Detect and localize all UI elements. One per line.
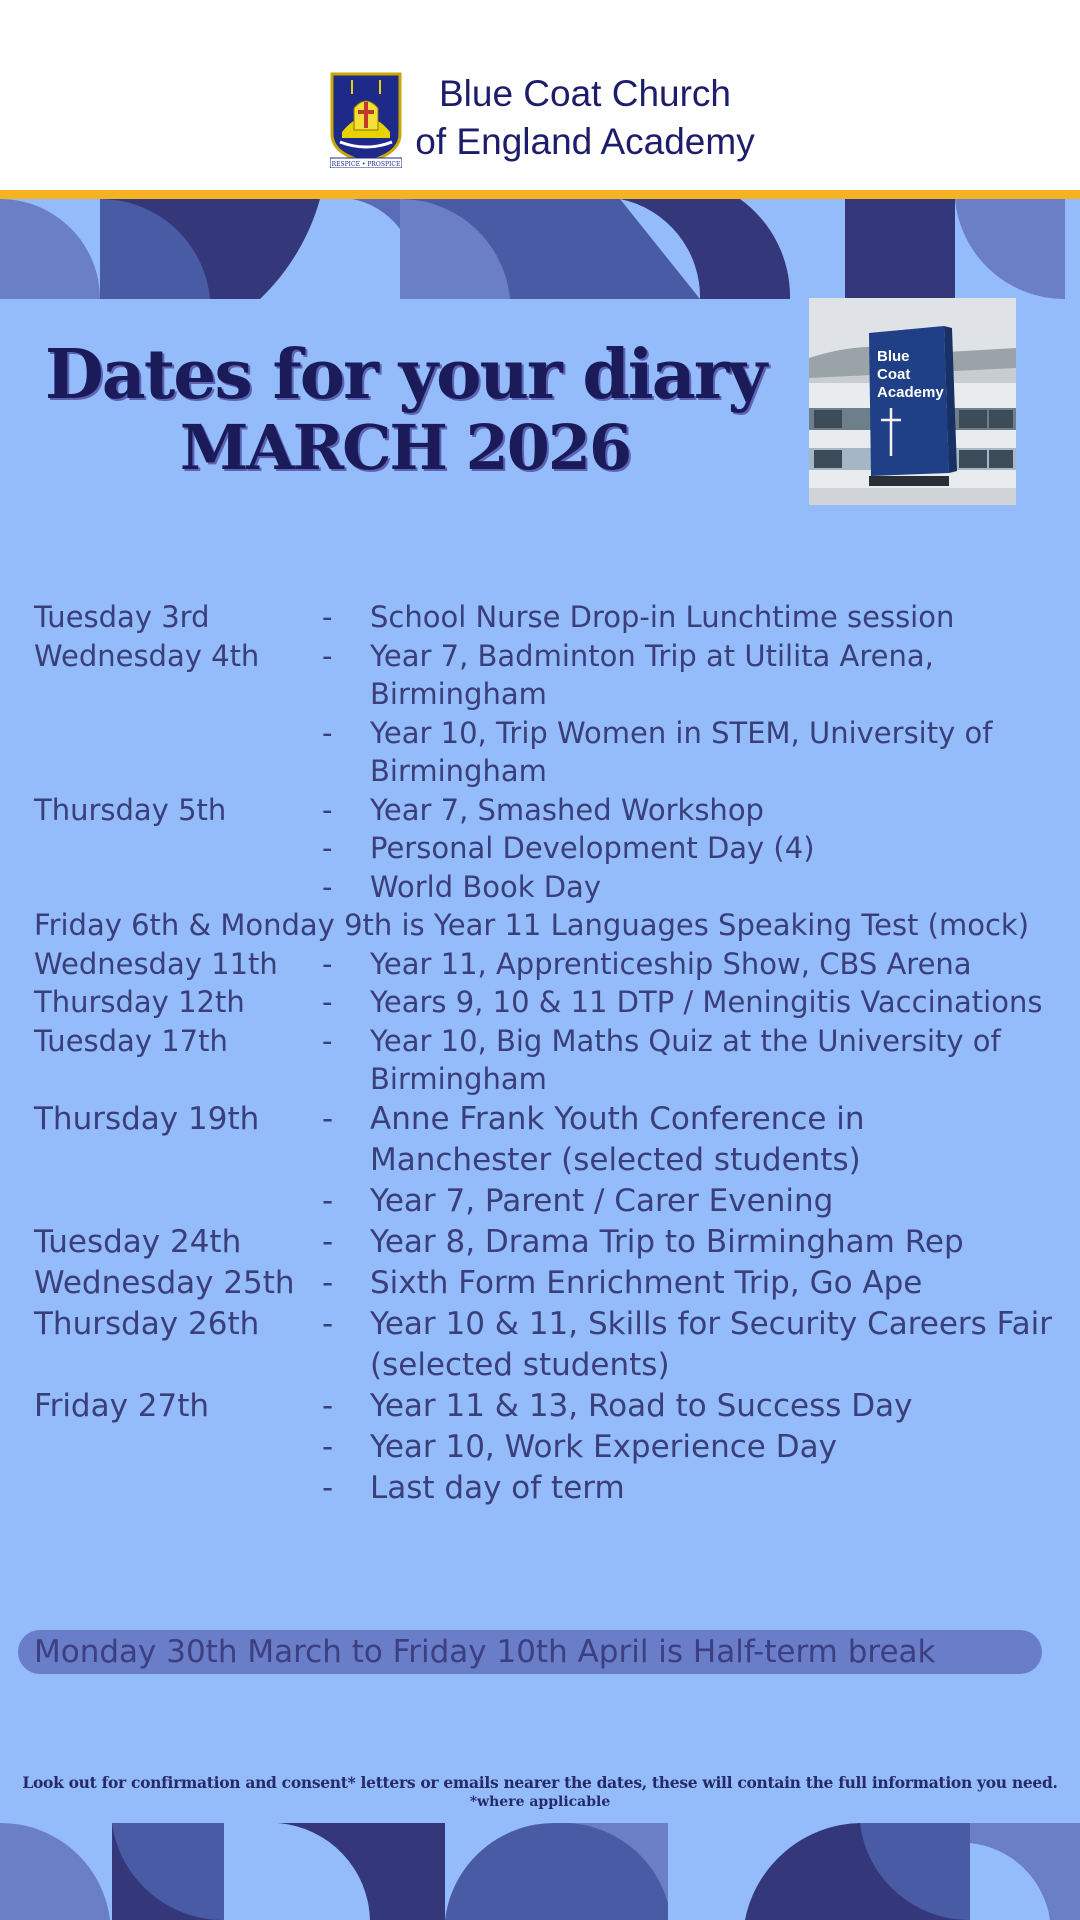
event-day: Wednesday 4th [34, 638, 260, 673]
event-text: School Nurse Drop-in Lunchtime session [370, 600, 955, 634]
crest-motto: RESPICE • PROSPICE [331, 161, 401, 168]
event-dash: - [322, 792, 333, 827]
event-dash: - [322, 1182, 334, 1219]
event-text: Year 10 & 11, Skills for Security Careers Fair (selected students) [370, 1305, 1053, 1383]
school-name-line1: Blue Coat Church [438, 73, 732, 114]
event-row [34, 791, 1054, 830]
event-row [34, 1386, 1054, 1427]
event-row [34, 714, 1054, 791]
event-day: Wednesday 11th [34, 946, 278, 981]
event-day: Thursday 19th [34, 1100, 260, 1137]
event-day: Thursday 12th [34, 985, 245, 1019]
decorative-shapes-bottom [0, 1823, 1080, 1920]
event-day [34, 714, 322, 791]
events-list [34, 598, 1054, 1509]
event-text: Year 10, Work Experience Day [370, 1428, 837, 1465]
event-dash: - [322, 831, 333, 865]
event-day: Thursday 26th [34, 1305, 260, 1342]
event-dash: - [322, 1100, 334, 1137]
event-dash: - [322, 1264, 334, 1301]
event-row [34, 637, 1054, 714]
school-name [410, 70, 760, 166]
event-day: Tuesday 24th [34, 1223, 242, 1260]
event-dash: - [322, 1469, 334, 1506]
event-text: Anne Frank Youth Conference in Manchester (selected students) [370, 1100, 865, 1178]
school-name-line2: of England Academy [415, 121, 755, 162]
event-day [34, 1468, 322, 1509]
event-text: Years 9, 10 & 11 DTP / Meningitis Vaccinations [370, 985, 1043, 1019]
event-day [34, 1181, 322, 1222]
event-text: World Book Day [370, 869, 601, 904]
footnote [0, 1773, 1080, 1811]
event-text: Year 11 & 13, Road to Success Day [370, 1387, 913, 1424]
title-line1: Dates for your diary [44, 335, 766, 415]
event-day [34, 868, 322, 907]
event-row [34, 598, 1054, 637]
gold-divider [0, 190, 1080, 199]
sign-text-academy: Academy [877, 384, 944, 401]
event-day: Wednesday 25th [34, 1264, 295, 1301]
event-text: Last day of term [370, 1469, 625, 1506]
event-row [34, 1304, 1054, 1386]
event-text: Year 11, Apprenticeship Show, CBS Arena [370, 946, 972, 981]
event-day: Thursday 5th [34, 792, 227, 827]
event-dash: - [322, 1023, 333, 1058]
event-text: Year 7, Parent / Carer Evening [370, 1182, 834, 1219]
academy-sign-photo [809, 298, 1016, 505]
event-row [34, 1263, 1054, 1304]
event-row [34, 1427, 1054, 1468]
event-day: Tuesday 3rd [34, 600, 210, 634]
event-dash: - [322, 1223, 334, 1260]
event-text: Sixth Form Enrichment Trip, Go Ape [370, 1264, 923, 1301]
event-row [34, 983, 1054, 1022]
event-dash: - [322, 638, 333, 673]
event-text: Year 7, Smashed Workshop [370, 792, 764, 827]
event-row [34, 1099, 1054, 1181]
sign-text-blue: Blue [877, 348, 910, 365]
event-text: Year 8, Drama Trip to Birmingham Rep [370, 1223, 964, 1260]
event-dash: - [322, 1305, 334, 1342]
event-dash: - [322, 946, 333, 981]
event-dash: - [322, 715, 333, 750]
event-day [34, 829, 322, 868]
footnote-line1: Look out for confirmation and consent* letters or emails nearer the dates, these will contain the full information you need. [22, 1773, 1058, 1792]
footnote-line2: *where applicable [469, 1794, 611, 1810]
event-dash: - [322, 985, 333, 1019]
event-row [34, 829, 1054, 868]
event-row-full [34, 906, 1054, 945]
event-row [34, 1022, 1054, 1099]
event-text: Personal Development Day (4) [370, 831, 815, 865]
sign-text-coat: Coat [877, 366, 911, 383]
event-dash: - [322, 1387, 334, 1424]
event-row [34, 1222, 1054, 1263]
event-dash: - [322, 1428, 334, 1465]
school-crest-icon [330, 72, 402, 168]
halfterm-banner [18, 1630, 1042, 1674]
event-day: Friday 27th [34, 1387, 210, 1424]
event-text: Year 7, Badminton Trip at Utilita Arena, Birmingham [370, 638, 934, 711]
event-full-text: Friday 6th & Monday 9th is Year 11 Languages Speaking Test (mock) [34, 908, 1030, 942]
event-row [34, 1468, 1054, 1509]
event-dash: - [322, 869, 333, 904]
event-day [34, 1427, 322, 1468]
halfterm-text: Monday 30th March to Friday 10th April is Half-term break [34, 1634, 936, 1670]
title-line2: MARCH 2026 [179, 411, 631, 484]
event-dash: - [322, 600, 333, 634]
page-title [40, 335, 770, 484]
event-text: Year 10, Big Maths Quiz at the University of Birmingham [370, 1023, 1001, 1096]
event-day: Tuesday 17th [34, 1023, 228, 1058]
event-row [34, 1181, 1054, 1222]
event-row [34, 945, 1054, 984]
decorative-shapes-top [0, 199, 1080, 299]
event-text: Year 10, Trip Women in STEM, University of Birmingham [370, 715, 993, 788]
event-row [34, 868, 1054, 907]
